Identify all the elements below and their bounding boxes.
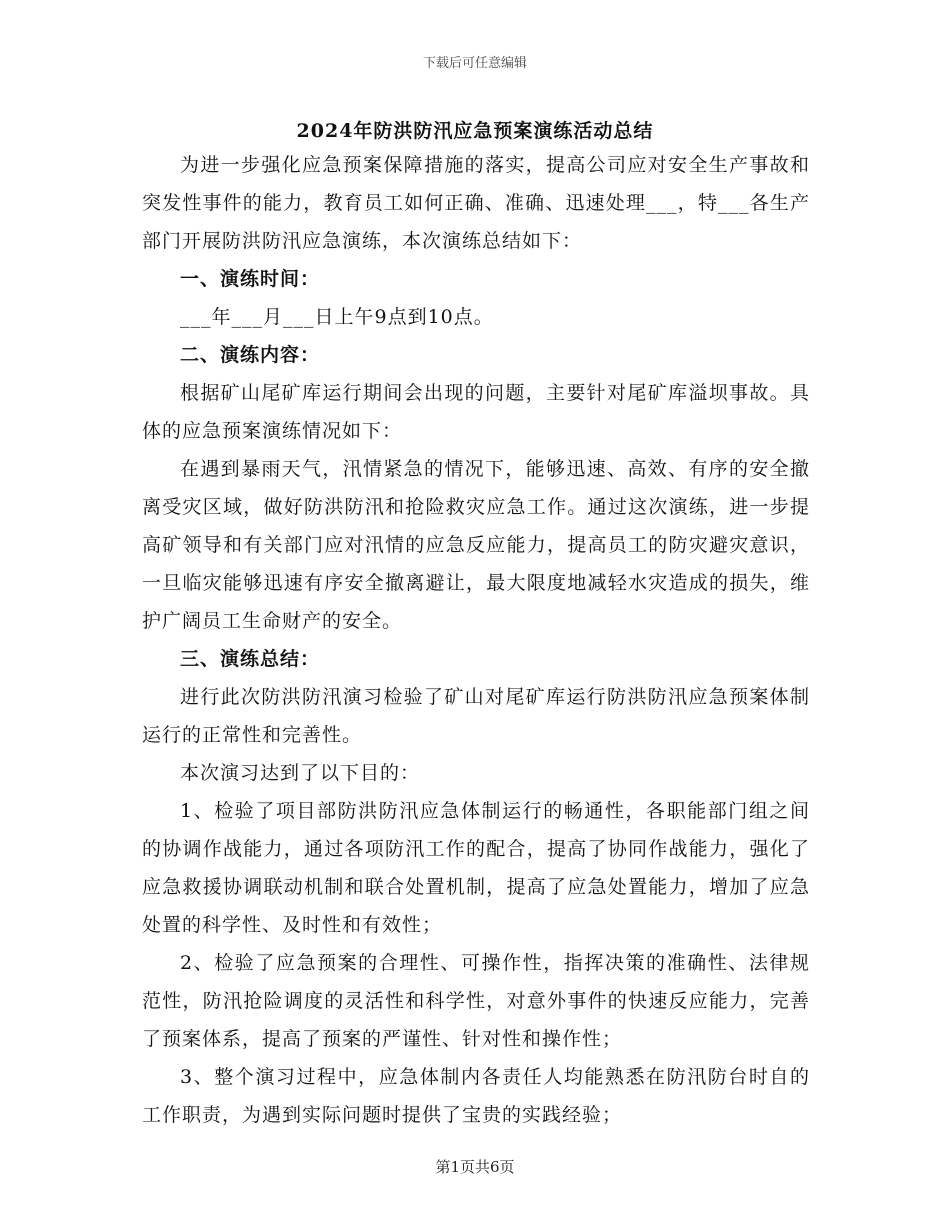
page-footer: 第1页共6页: [435, 1158, 515, 1176]
paragraph-content-2: 在遇到暴雨天气，汛情紧急的情况下，能够迅速、高效、有序的安全撤离受灾区域，做好防洪防汛和抢险救灾应急工作。通过这次演练，进一步提高矿领导和有关部门应对汛情的应急反应能力，提高员工的防灾避灾意识，一旦临灾能够迅速有序安全撤离避让，最大限度地减轻水灾造成的损失，维护广阔员工生命财产的安全。: [142, 458, 810, 632]
section-heading-time: 一、演练时间：: [180, 268, 321, 290]
document-body: [142, 146, 810, 1134]
page-header-note: 下载后可任意编辑: [422, 56, 527, 71]
section-heading-content: 二、演练内容：: [180, 344, 321, 366]
document-title: 2024年防洪防汛应急预案演练活动总结: [296, 120, 654, 142]
paragraph-time: ___年___月___日上午9点到10点。: [180, 306, 494, 328]
paragraph-content-1: 根据矿山尾矿库运行期间会出现的问题，主要针对尾矿库溢坝事故。具体的应急预案演练情况如下：: [142, 382, 810, 442]
paragraph-summary-2: 本次演习达到了以下目的：: [180, 762, 421, 784]
paragraph-summary-item-3: 3、整个演习过程中，应急体制内各责任人均能熟悉在防汛防台时自的工作职责，为遇到实际问题时提供了宝贵的实践经验；: [142, 1066, 810, 1126]
paragraph-summary-item-2: 2、检验了应急预案的合理性、可操作性，指挥决策的准确性、法律规范性，防汛抢险调度的灵活性和科学性，对意外事件的快速反应能力，完善了预案体系，提高了预案的严谨性、针对性和操作性；: [142, 952, 810, 1050]
section-heading-summary: 三、演练总结：: [180, 648, 321, 670]
paragraph-summary-1: 进行此次防洪防汛演习检验了矿山对尾矿库运行防洪防汛应急预案体制运行的正常性和完善性。: [142, 686, 810, 746]
paragraph-summary-item-1: 1、检验了项目部防洪防汛应急体制运行的畅通性，各职能部门组之间的协调作战能力，通过各项防汛工作的配合，提高了协同作战能力，强化了应急救援协调联动机制和联合处置机制，提高了应急处置能力，增加了应急处置的科学性、及时性和有效性；: [142, 800, 810, 936]
paragraph-intro: 为进一步强化应急预案保障措施的落实，提高公司应对安全生产事故和突发性事件的能力，教育员工如何正确、准确、迅速处理___，特___各生产部门开展防洪防汛应急演练，本次演练总结如下：: [142, 154, 810, 252]
